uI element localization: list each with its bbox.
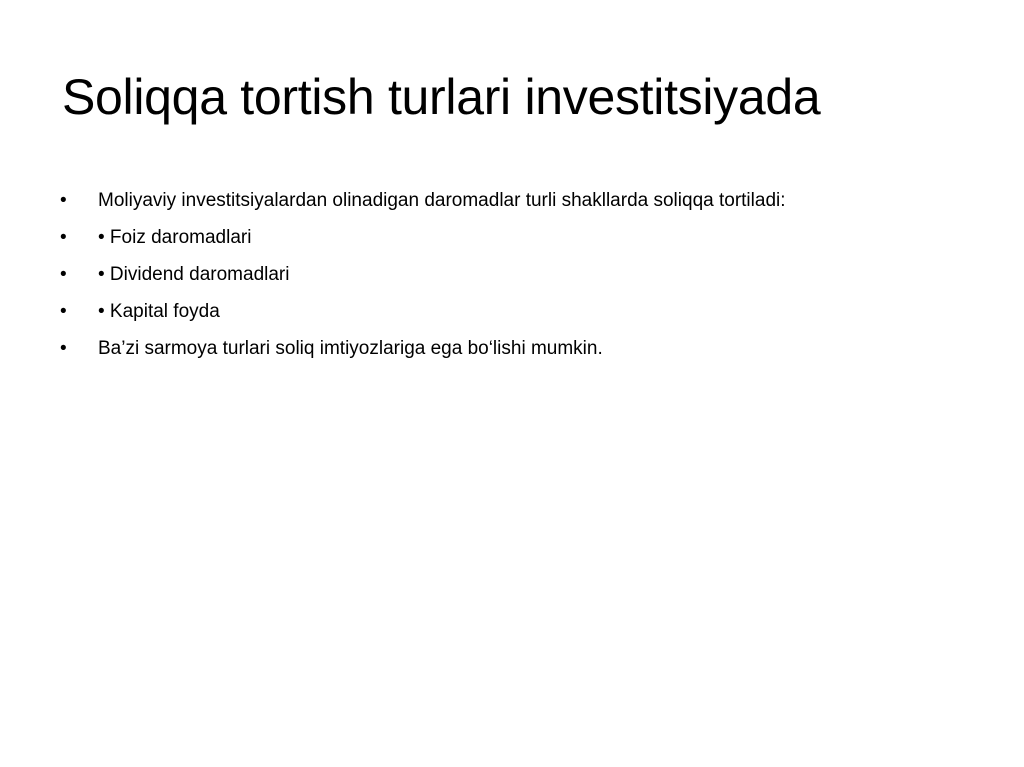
bullet-marker: • xyxy=(60,227,67,248)
bullet-text: • Dividend daromadlari xyxy=(98,264,290,285)
bullet-text: • Kapital foyda xyxy=(98,301,220,322)
bullet-text: Moliyaviy investitsiyalardan olinadigan daromadlar turli shakllarda soliqqa tortiladi: xyxy=(98,190,786,211)
bullet-text: • Foiz daromadlari xyxy=(98,227,252,248)
bullet-marker: • xyxy=(60,301,67,322)
list-item xyxy=(60,182,980,219)
bullet-text: Ba’zi sarmoya turlari soliq imtiyozlariga ega bo‘lishi mumkin. xyxy=(98,338,603,359)
bullet-list xyxy=(60,182,980,367)
slide-title: Soliqqa tortish turlari investitsiyada xyxy=(62,69,821,125)
bullet-marker: • xyxy=(60,338,67,359)
list-item xyxy=(60,330,980,367)
list-item xyxy=(60,256,980,293)
list-item xyxy=(60,219,980,256)
bullet-marker: • xyxy=(60,190,67,211)
bullet-marker: • xyxy=(60,264,67,285)
list-item xyxy=(60,293,980,330)
